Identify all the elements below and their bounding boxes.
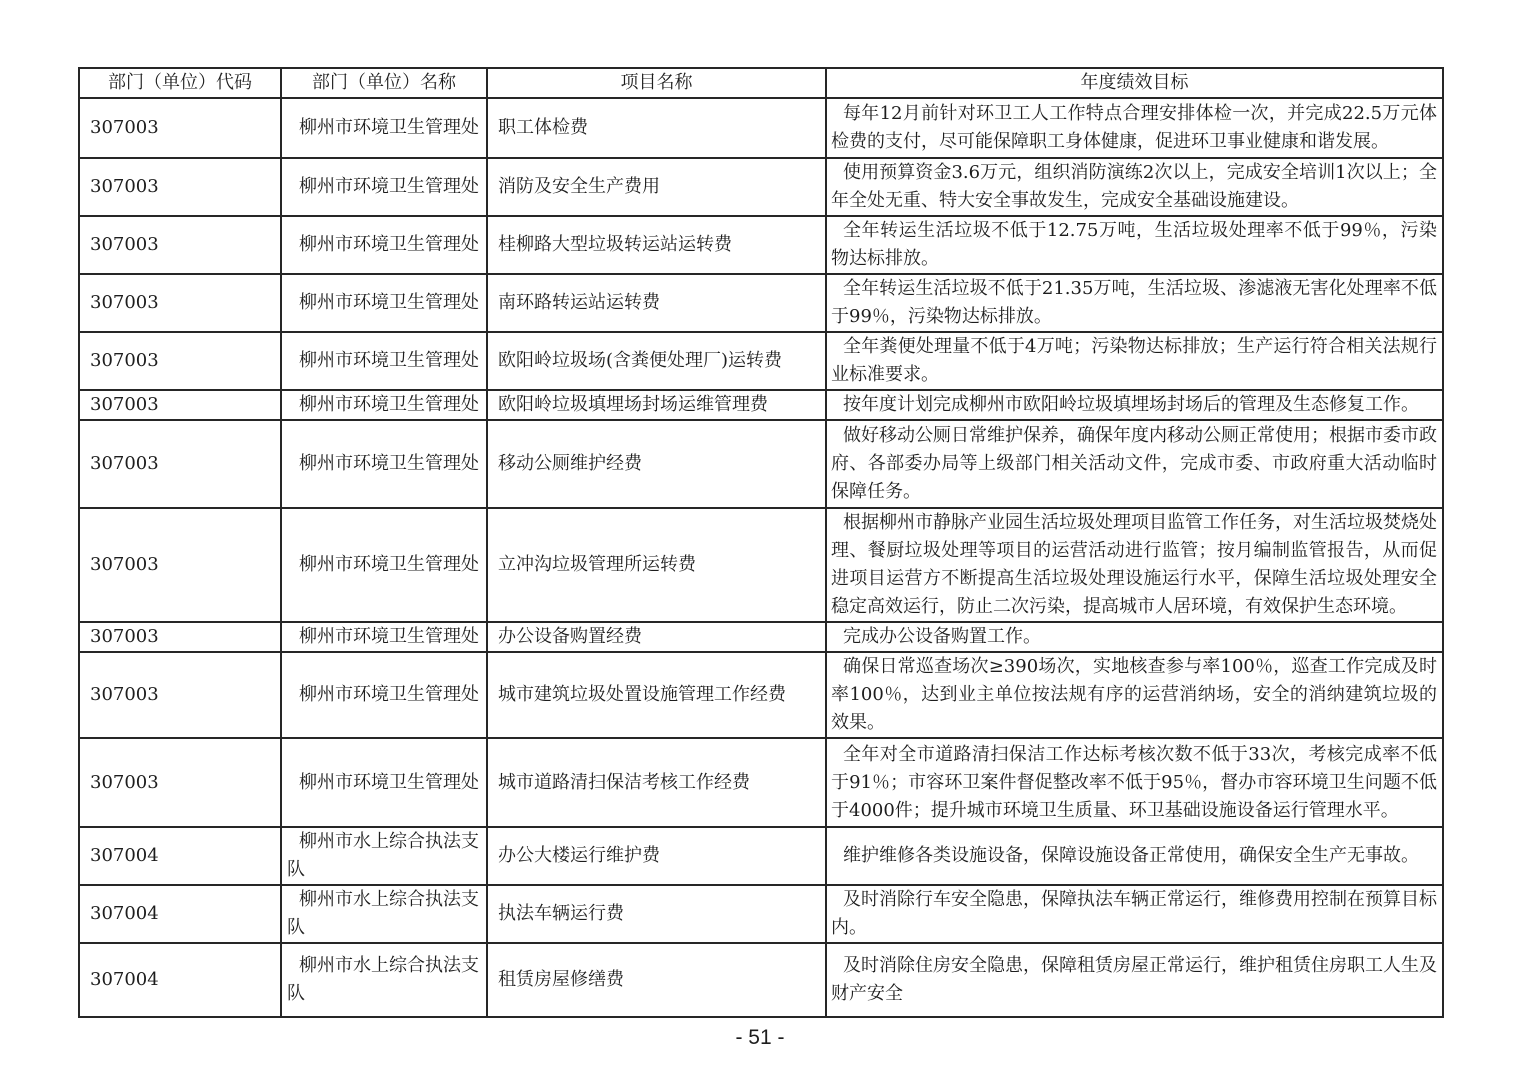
- cell-code: 307003: [79, 390, 281, 420]
- cell-performance-target: 根据柳州市静脉产业园生活垃圾处理项目监管工作任务，对生活垃圾焚烧处理、餐厨垃圾处理等项目的运营活动进行监管；按月编制监管报告，从而促进项目运营方不断提高生活垃圾处理设施运行水平，保障生活垃圾处理安全稳定高效运行，防止二次污染，提高城市人居环境，有效保护生态环境。: [826, 508, 1443, 622]
- table-row: [79, 420, 1443, 508]
- cell-performance-target: 按年度计划完成柳州市欧阳岭垃圾填埋场封场后的管理及生态修复工作。: [826, 390, 1443, 420]
- cell-code: 307003: [79, 332, 281, 390]
- cell-dept-name: 柳州市环境卫生管理处: [281, 420, 487, 508]
- column-header-code: 部门（单位）代码: [79, 68, 281, 98]
- cell-project-name: 欧阳岭垃圾场(含粪便处理厂)运转费: [487, 332, 826, 390]
- cell-performance-target: 维护维修各类设施设备，保障设施设备正常使用，确保安全生产无事故。: [826, 827, 1443, 885]
- cell-code: 307003: [79, 622, 281, 652]
- cell-code: 307004: [79, 943, 281, 1017]
- cell-performance-target: 及时消除住房安全隐患，保障租赁房屋正常运行，维护租赁住房职工人生及财产安全: [826, 943, 1443, 1017]
- cell-dept-name: 柳州市环境卫生管理处: [281, 274, 487, 332]
- table-row: [79, 508, 1443, 622]
- cell-performance-target: 使用预算资金3.6万元，组织消防演练2次以上，完成安全培训1次以上；全年全处无重、特大安全事故发生，完成安全基础设施建设。: [826, 158, 1443, 216]
- cell-dept-name: 柳州市环境卫生管理处: [281, 332, 487, 390]
- cell-project-name: 职工体检费: [487, 98, 826, 158]
- page-number: - 51 -: [735, 1026, 785, 1049]
- table-row: [79, 943, 1443, 1017]
- table-row: [79, 885, 1443, 943]
- cell-project-name: 办公大楼运行维护费: [487, 827, 826, 885]
- cell-project-name: 移动公厕维护经费: [487, 420, 826, 508]
- cell-code: 307003: [79, 738, 281, 827]
- table-row: [79, 332, 1443, 390]
- cell-dept-name: 柳州市环境卫生管理处: [281, 98, 487, 158]
- table-row: [79, 390, 1443, 420]
- cell-code: 307003: [79, 98, 281, 158]
- table-row: [79, 98, 1443, 158]
- cell-code: 307004: [79, 827, 281, 885]
- cell-code: 307003: [79, 216, 281, 274]
- cell-dept-name: 柳州市环境卫生管理处: [281, 508, 487, 622]
- table-row: [79, 622, 1443, 652]
- cell-performance-target: 全年转运生活垃圾不低于21.35万吨，生活垃圾、渗滤液无害化处理率不低于99％，污染物达标排放。: [826, 274, 1443, 332]
- cell-performance-target: 全年粪便处理量不低于4万吨；污染物达标排放；生产运行符合相关法规行业标准要求。: [826, 332, 1443, 390]
- cell-project-name: 南环路转运站运转费: [487, 274, 826, 332]
- table-row: [79, 158, 1443, 216]
- cell-performance-target: 完成办公设备购置工作。: [826, 622, 1443, 652]
- cell-dept-name: 柳州市环境卫生管理处: [281, 622, 487, 652]
- table-row: [79, 216, 1443, 274]
- cell-performance-target: 全年转运生活垃圾不低于12.75万吨，生活垃圾处理率不低于99％，污染物达标排放。: [826, 216, 1443, 274]
- cell-dept-name: 柳州市水上综合执法支队: [281, 943, 487, 1017]
- performance-target-table: [78, 67, 1444, 1018]
- cell-project-name: 租赁房屋修缮费: [487, 943, 826, 1017]
- cell-code: 307003: [79, 158, 281, 216]
- cell-code: 307003: [79, 652, 281, 738]
- cell-project-name: 执法车辆运行费: [487, 885, 826, 943]
- column-header-dept-name: 部门（单位）名称: [281, 68, 487, 98]
- cell-dept-name: 柳州市水上综合执法支队: [281, 827, 487, 885]
- cell-performance-target: 全年对全市道路清扫保洁工作达标考核次数不低于33次，考核完成率不低于91％；市容环卫案件督促整改率不低于95％，督办市容环境卫生问题不低于4000件；提升城市环境卫生质量、环卫基础设施设备运行管理水平。: [826, 738, 1443, 827]
- cell-performance-target: 每年12月前针对环卫工人工作特点合理安排体检一次，并完成22.5万元体检费的支付，尽可能保障职工身体健康，促进环卫事业健康和谐发展。: [826, 98, 1443, 158]
- cell-performance-target: 确保日常巡查场次≥390场次，实地核查参与率100％，巡查工作完成及时率100％，达到业主单位按法规有序的运营消纳场，安全的消纳建筑垃圾的效果。: [826, 652, 1443, 738]
- cell-project-name: 城市建筑垃圾处置设施管理工作经费: [487, 652, 826, 738]
- table-row: [79, 652, 1443, 738]
- cell-code: 307003: [79, 508, 281, 622]
- cell-project-name: 消防及安全生产费用: [487, 158, 826, 216]
- table-row: [79, 274, 1443, 332]
- table-row: [79, 827, 1443, 885]
- cell-project-name: 城市道路清扫保洁考核工作经费: [487, 738, 826, 827]
- cell-performance-target: 做好移动公厕日常维护保养，确保年度内移动公厕正常使用；根据市委市政府、各部委办局等上级部门相关活动文件，完成市委、市政府重大活动临时保障任务。: [826, 420, 1443, 508]
- cell-dept-name: 柳州市环境卫生管理处: [281, 158, 487, 216]
- column-header-performance-target: 年度绩效目标: [826, 68, 1443, 98]
- cell-project-name: 立冲沟垃圾管理所运转费: [487, 508, 826, 622]
- cell-dept-name: 柳州市水上综合执法支队: [281, 885, 487, 943]
- table-header-row: [79, 68, 1443, 98]
- column-header-project-name: 项目名称: [487, 68, 826, 98]
- cell-project-name: 桂柳路大型垃圾转运站运转费: [487, 216, 826, 274]
- cell-dept-name: 柳州市环境卫生管理处: [281, 390, 487, 420]
- cell-code: 307003: [79, 420, 281, 508]
- cell-code: 307003: [79, 274, 281, 332]
- cell-code: 307004: [79, 885, 281, 943]
- cell-performance-target: 及时消除行车安全隐患，保障执法车辆正常运行，维修费用控制在预算目标内。: [826, 885, 1443, 943]
- cell-project-name: 办公设备购置经费: [487, 622, 826, 652]
- cell-dept-name: 柳州市环境卫生管理处: [281, 216, 487, 274]
- cell-dept-name: 柳州市环境卫生管理处: [281, 652, 487, 738]
- cell-project-name: 欧阳岭垃圾填埋场封场运维管理费: [487, 390, 826, 420]
- cell-dept-name: 柳州市环境卫生管理处: [281, 738, 487, 827]
- table-row: [79, 738, 1443, 827]
